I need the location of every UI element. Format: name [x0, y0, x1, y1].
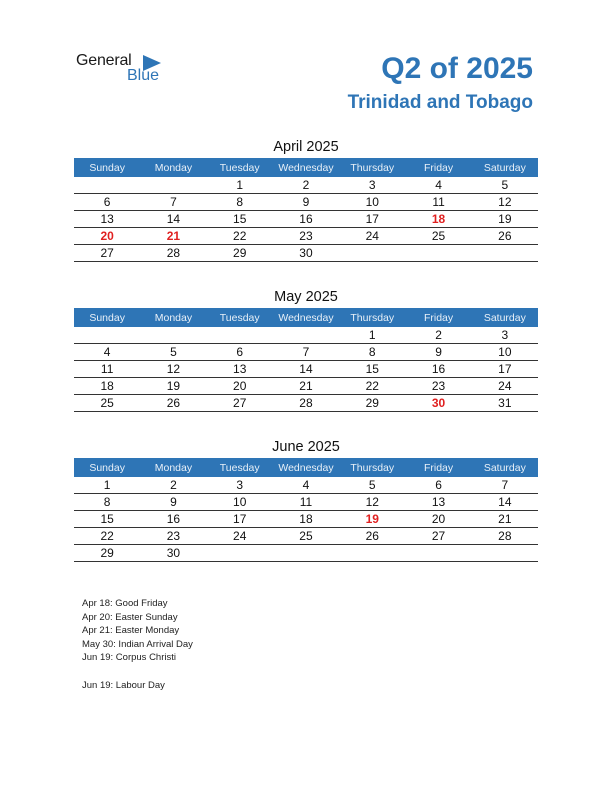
day-cell: 11: [74, 361, 140, 378]
day-cell: 6: [207, 344, 273, 361]
weekday-header: Friday: [405, 458, 471, 477]
week-row: [74, 228, 538, 245]
day-cell: 12: [472, 194, 538, 211]
day-cell: 16: [273, 211, 339, 228]
day-cell: 4: [405, 177, 471, 194]
day-cell: 16: [405, 361, 471, 378]
day-cell: [472, 245, 538, 262]
day-cell: [405, 245, 471, 262]
day-cell: 24: [207, 528, 273, 545]
week-row: [74, 545, 538, 562]
day-cell: 14: [472, 494, 538, 511]
day-cell: 1: [339, 327, 405, 344]
weekday-header-row: [74, 308, 538, 327]
day-cell: 18: [74, 378, 140, 395]
day-cell: 28: [140, 245, 206, 262]
day-cell: 13: [207, 361, 273, 378]
week-row: [74, 177, 538, 194]
weekday-header: Monday: [140, 158, 206, 177]
weekday-header: Sunday: [74, 308, 140, 327]
page-subtitle: Trinidad and Tobago: [347, 92, 533, 113]
day-cell: 21: [472, 511, 538, 528]
weekday-header: Sunday: [74, 458, 140, 477]
day-cell: 10: [472, 344, 538, 361]
week-row: [74, 395, 538, 412]
holiday-day-cell: 19: [339, 511, 405, 528]
day-cell: [273, 327, 339, 344]
holiday-item: Apr 21: Easter Monday: [82, 625, 180, 637]
day-cell: 29: [207, 245, 273, 262]
day-cell: 8: [207, 194, 273, 211]
day-cell: 3: [207, 477, 273, 494]
day-cell: 14: [273, 361, 339, 378]
day-cell: [207, 545, 273, 562]
day-cell: 4: [273, 477, 339, 494]
month-may: [74, 286, 538, 412]
day-cell: 17: [339, 211, 405, 228]
month-title: June 2025: [272, 439, 340, 455]
weekday-header: Tuesday: [207, 158, 273, 177]
month-april: [74, 136, 538, 262]
holiday-list-gap: [82, 665, 193, 679]
day-cell: 4: [74, 344, 140, 361]
day-cell: [339, 545, 405, 562]
holiday-item: Apr 18: Good Friday: [82, 598, 168, 609]
day-cell: 13: [405, 494, 471, 511]
weekday-header: Monday: [140, 308, 206, 327]
holiday-day-cell: 30: [405, 395, 471, 412]
week-row: [74, 194, 538, 211]
day-cell: [339, 245, 405, 262]
day-cell: 9: [273, 194, 339, 211]
day-cell: 29: [74, 545, 140, 562]
weekday-header: Tuesday: [207, 458, 273, 477]
day-cell: [140, 177, 206, 194]
weekday-header: Friday: [405, 158, 471, 177]
day-cell: 13: [74, 211, 140, 228]
day-cell: [273, 545, 339, 562]
weekday-header: Saturday: [472, 158, 538, 177]
week-row: [74, 477, 538, 494]
weekday-header: Tuesday: [207, 308, 273, 327]
weekday-header: Saturday: [472, 458, 538, 477]
day-cell: 25: [74, 395, 140, 412]
weekday-header: Wednesday: [273, 158, 339, 177]
day-cell: 8: [339, 344, 405, 361]
generalblue-logo: [76, 52, 176, 92]
weekday-header: Monday: [140, 458, 206, 477]
day-cell: 30: [140, 545, 206, 562]
day-cell: 10: [339, 194, 405, 211]
day-cell: 23: [140, 528, 206, 545]
day-cell: 27: [74, 245, 140, 262]
week-row: [74, 378, 538, 395]
day-cell: 24: [339, 228, 405, 245]
day-cell: 23: [405, 378, 471, 395]
calendar-table: [74, 158, 538, 262]
day-cell: 26: [339, 528, 405, 545]
weekday-header-row: [74, 158, 538, 177]
day-cell: 27: [405, 528, 471, 545]
day-cell: 2: [140, 477, 206, 494]
day-cell: 7: [140, 194, 206, 211]
day-cell: 9: [140, 494, 206, 511]
day-cell: 22: [74, 528, 140, 545]
day-cell: 23: [273, 228, 339, 245]
day-cell: 24: [472, 378, 538, 395]
week-row: [74, 528, 538, 545]
day-cell: 17: [207, 511, 273, 528]
week-row: [74, 245, 538, 262]
holiday-day-cell: 20: [74, 228, 140, 245]
day-cell: 11: [405, 194, 471, 211]
page-title: Q2 of 2025: [381, 52, 533, 85]
month-title: April 2025: [273, 139, 339, 155]
day-cell: 16: [140, 511, 206, 528]
day-cell: 2: [273, 177, 339, 194]
week-row: [74, 494, 538, 511]
day-cell: 14: [140, 211, 206, 228]
weekday-header: Thursday: [339, 308, 405, 327]
day-cell: 31: [472, 395, 538, 412]
logo-text-general: General: [76, 52, 132, 69]
week-row: [74, 344, 538, 361]
day-cell: 12: [339, 494, 405, 511]
day-cell: [207, 327, 273, 344]
day-cell: 28: [472, 528, 538, 545]
day-cell: 5: [339, 477, 405, 494]
day-cell: 28: [273, 395, 339, 412]
day-cell: 9: [405, 344, 471, 361]
day-cell: 6: [74, 194, 140, 211]
day-cell: 26: [140, 395, 206, 412]
day-cell: 15: [339, 361, 405, 378]
weekday-header-row: [74, 458, 538, 477]
day-cell: 15: [74, 511, 140, 528]
holiday-day-cell: 21: [140, 228, 206, 245]
day-cell: 25: [273, 528, 339, 545]
day-cell: 22: [339, 378, 405, 395]
day-cell: 29: [339, 395, 405, 412]
day-cell: 11: [273, 494, 339, 511]
weekday-header: Friday: [405, 308, 471, 327]
weekday-header: Sunday: [74, 158, 140, 177]
weekday-header: Thursday: [339, 158, 405, 177]
day-cell: 17: [472, 361, 538, 378]
day-cell: 25: [405, 228, 471, 245]
day-cell: [472, 545, 538, 562]
weekday-header: Wednesday: [273, 458, 339, 477]
holiday-day-cell: 18: [405, 211, 471, 228]
day-cell: 5: [140, 344, 206, 361]
day-cell: 3: [339, 177, 405, 194]
day-cell: 8: [74, 494, 140, 511]
week-row: [74, 327, 538, 344]
holiday-item: May 30: Indian Arrival Day: [82, 638, 193, 650]
day-cell: [140, 327, 206, 344]
holiday-item: Jun 19: Labour Day: [82, 679, 165, 691]
day-cell: 10: [207, 494, 273, 511]
day-cell: 21: [273, 378, 339, 395]
day-cell: 5: [472, 177, 538, 194]
week-row: [74, 361, 538, 378]
day-cell: 19: [472, 211, 538, 228]
logo-text-blue: Blue: [127, 67, 160, 84]
weekday-header: Wednesday: [273, 308, 339, 327]
day-cell: 26: [472, 228, 538, 245]
day-cell: 12: [140, 361, 206, 378]
day-cell: 22: [207, 228, 273, 245]
holiday-item: Jun 19: Corpus Christi: [82, 652, 176, 664]
day-cell: 30: [273, 245, 339, 262]
day-cell: 18: [273, 511, 339, 528]
day-cell: 7: [472, 477, 538, 494]
month-june: [74, 436, 538, 562]
week-row: [74, 511, 538, 528]
day-cell: 7: [273, 344, 339, 361]
day-cell: 1: [74, 477, 140, 494]
holiday-item: Apr 20: Easter Sunday: [82, 611, 178, 623]
day-cell: 20: [405, 511, 471, 528]
weekday-header: Saturday: [472, 308, 538, 327]
day-cell: 20: [207, 378, 273, 395]
day-cell: 19: [140, 378, 206, 395]
day-cell: 2: [405, 327, 471, 344]
calendar-table: [74, 458, 538, 562]
holiday-list: [82, 597, 193, 693]
day-cell: 6: [405, 477, 471, 494]
day-cell: [405, 545, 471, 562]
day-cell: 1: [207, 177, 273, 194]
month-title: May 2025: [274, 289, 338, 305]
day-cell: [74, 327, 140, 344]
day-cell: 3: [472, 327, 538, 344]
day-cell: 15: [207, 211, 273, 228]
calendar-table: [74, 308, 538, 412]
day-cell: [74, 177, 140, 194]
week-row: [74, 211, 538, 228]
weekday-header: Thursday: [339, 458, 405, 477]
day-cell: 27: [207, 395, 273, 412]
